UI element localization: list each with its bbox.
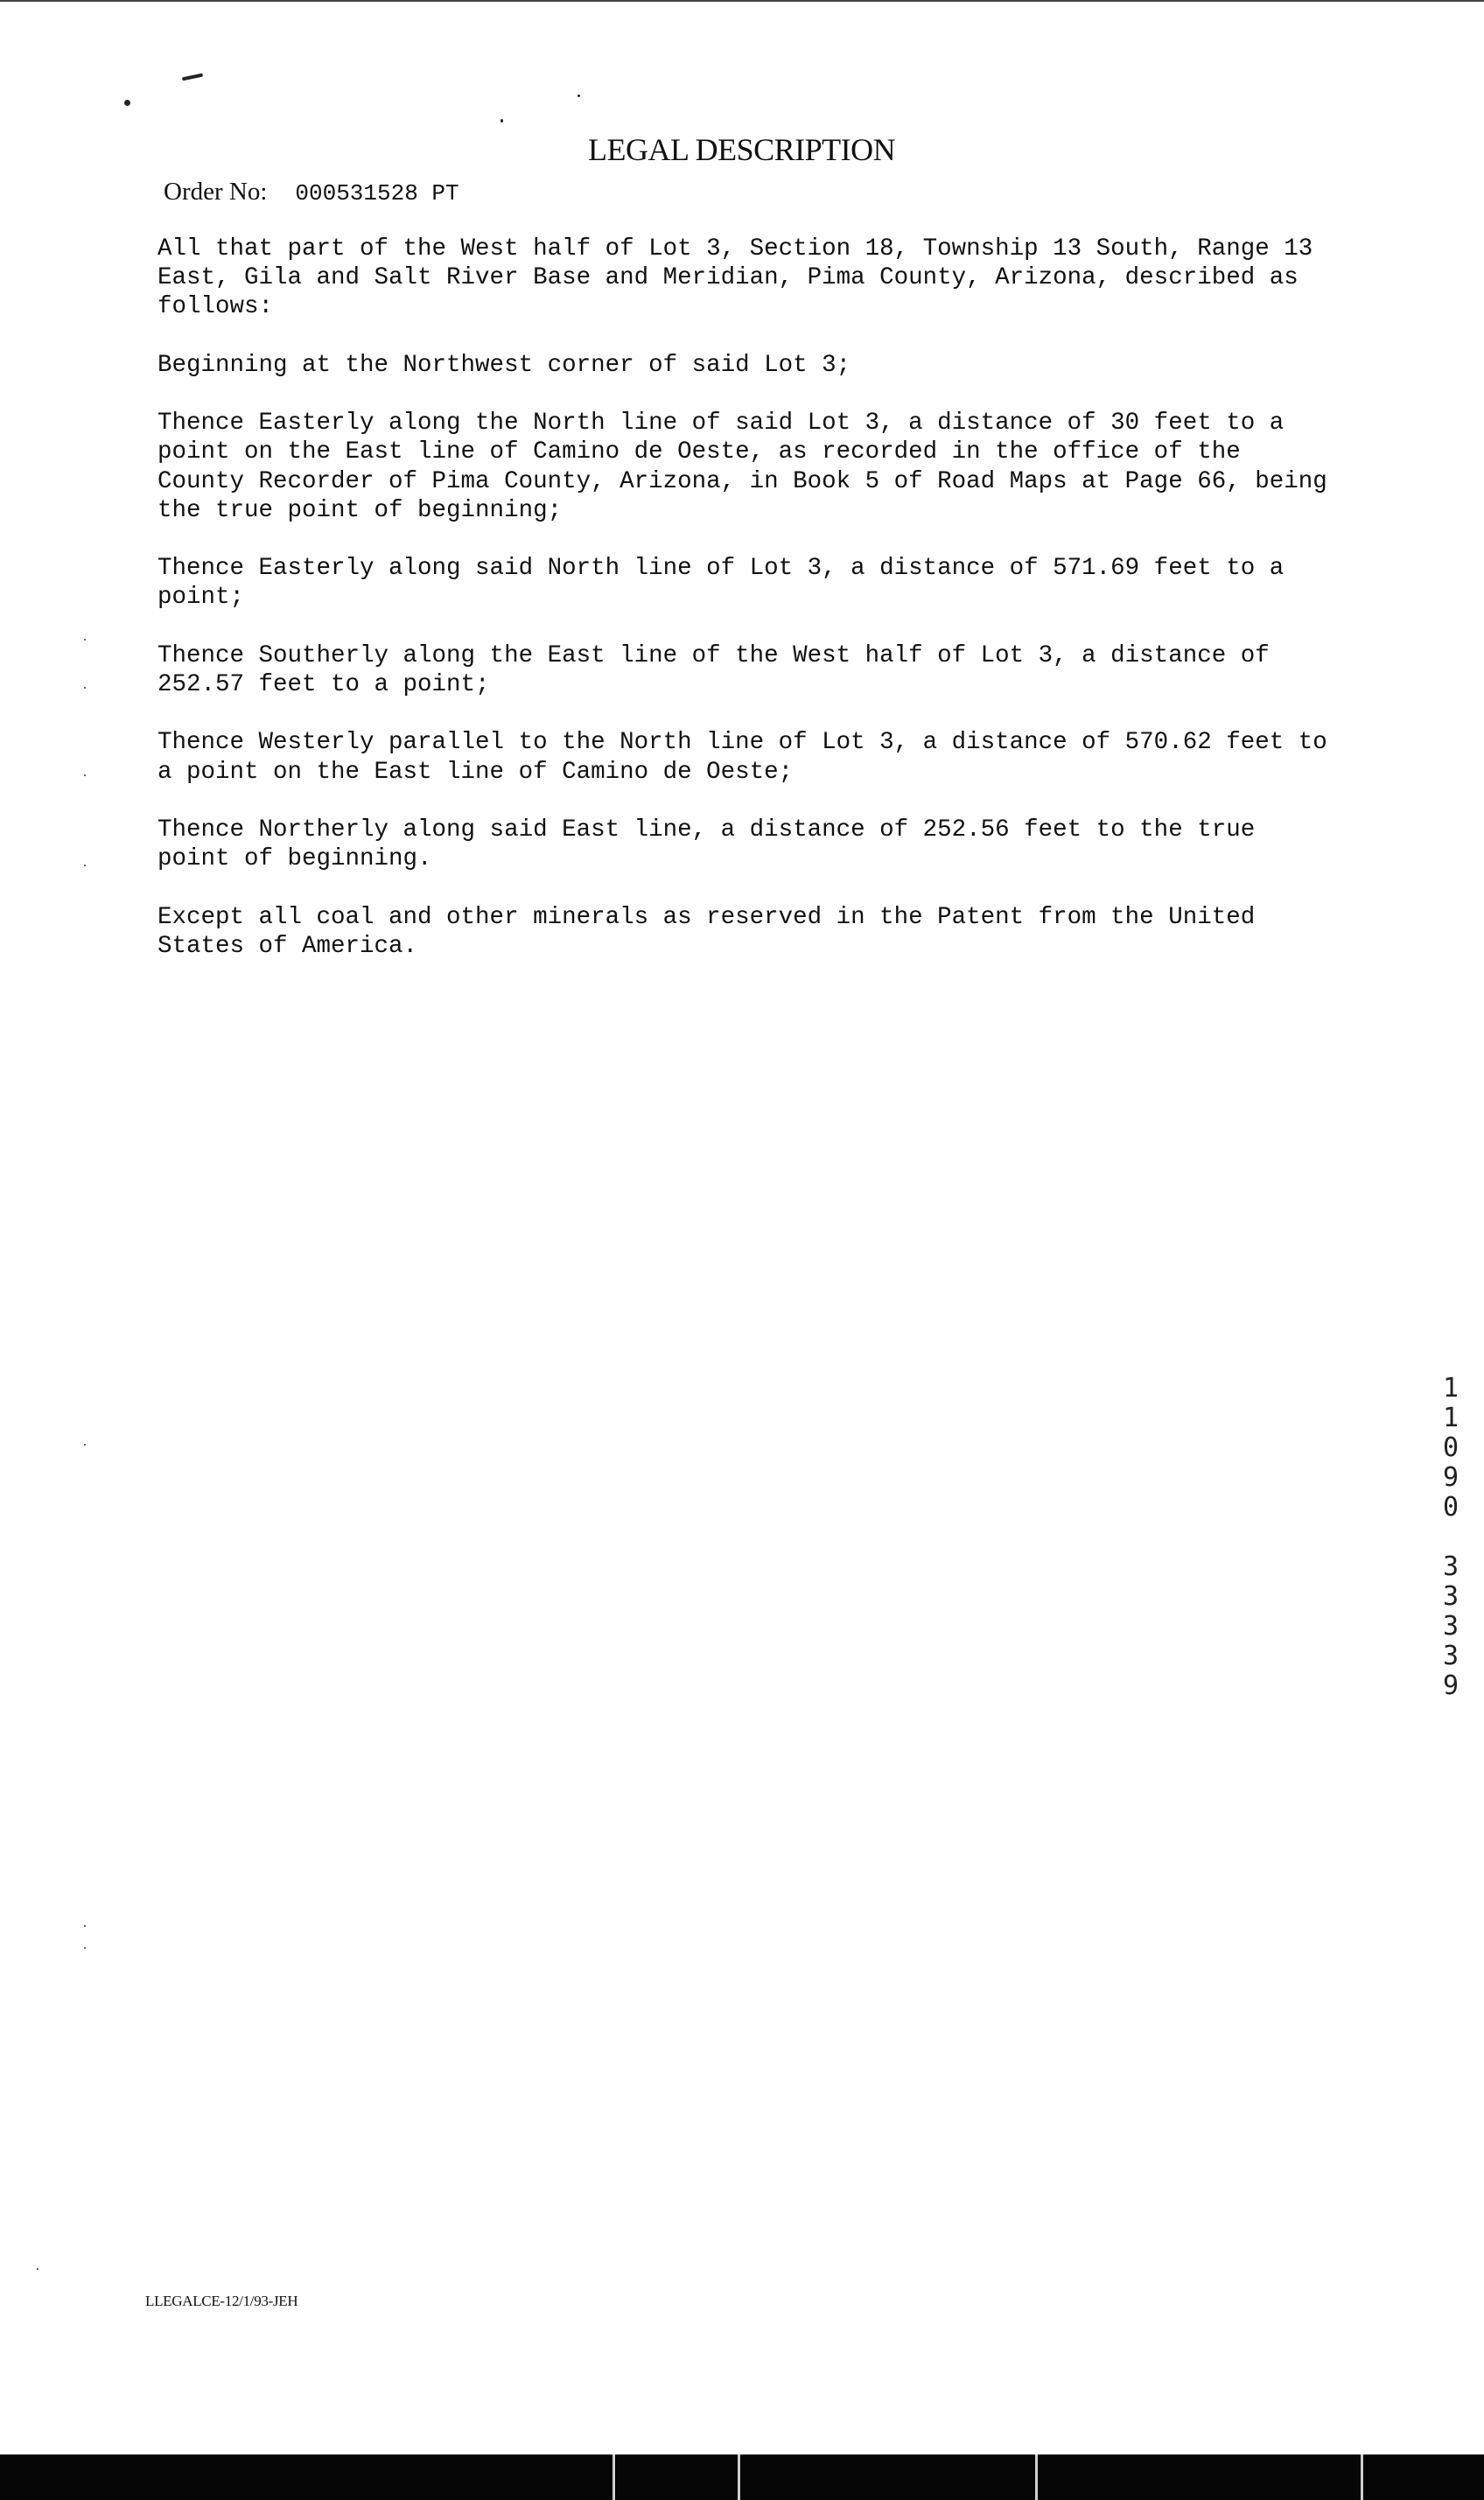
stamp-digit: 3 <box>1442 1641 1460 1671</box>
description-paragraph: Except all coal and other minerals as reserved in the Patent from the United States of America. <box>158 903 1256 960</box>
band-divider <box>612 2454 615 2500</box>
order-label: Order No: <box>164 178 268 206</box>
description-paragraph: Thence Northerly along said East line, a distance of 252.56 feet to the true point of beginning. <box>158 816 1256 873</box>
margin-mark <box>84 1925 86 1927</box>
description-paragraph: Thence Easterly along said North line of Lot 3, a distance of 571.69 feet to a point; <box>158 555 1284 612</box>
stamp-digit: 3 <box>1442 1611 1460 1642</box>
description-paragraph: Thence Southerly along the East line of the West half of Lot 3, a distance of 252.57 feet to a point; <box>158 641 1270 698</box>
scan-speck <box>182 74 203 81</box>
stamp-digit: 3 <box>1442 1551 1460 1582</box>
stamp-digit: 0 <box>1442 1492 1460 1523</box>
band-divider <box>738 2454 740 2500</box>
band-divider <box>1035 2454 1038 2500</box>
description-paragraph: Thence Westerly parallel to the North line of Lot 3, a distance of 570.62 feet to a point on the East line of Camino de Oeste; <box>158 729 1327 786</box>
description-paragraph: All that part of the West half of Lot 3, Section 18, Township 13 South, Range 13 East, Gila and Salt River Base and Meridian, Pima County, Arizona, described as follows: <box>158 235 1313 321</box>
stamp-digit: 9 <box>1442 1670 1460 1701</box>
order-number-line <box>164 178 459 207</box>
band-divider <box>1361 2454 1363 2500</box>
legal-description-body <box>158 235 1348 990</box>
margin-mark <box>84 774 86 776</box>
stamp-digit: 1 <box>1442 1403 1460 1433</box>
stamp-digit: 9 <box>1442 1462 1460 1493</box>
margin-mark <box>84 687 86 689</box>
stamp-digit: 3 <box>1442 1581 1460 1612</box>
stamp-digit: 1 <box>1442 1373 1460 1404</box>
scan-bottom-band <box>0 2454 1484 2500</box>
description-paragraph: Thence Easterly along the North line of said Lot 3, a distance of 30 feet to a point on the East line of Camino de Oeste, as recorded in the office of the County Recorder of Pima County, Arizona, in Book 5 of Road Maps at Page 66, being the true point of beginning; <box>158 410 1327 524</box>
form-code-footer: LLEGALCE-12/1/93-JEH <box>145 2293 298 2309</box>
margin-mark <box>37 2268 38 2270</box>
margin-mark <box>84 1947 86 1949</box>
side-recording-stamp <box>1433 1374 1468 1701</box>
description-paragraph: Beginning at the Northwest corner of said Lot 3; <box>158 351 851 379</box>
margin-mark <box>84 1444 86 1446</box>
scan-speck <box>124 100 130 106</box>
scan-speck <box>578 95 580 97</box>
margin-mark <box>84 639 86 641</box>
margin-mark <box>84 865 86 866</box>
page-top-border <box>0 0 1484 2</box>
order-number: 000531528 PT <box>295 180 459 207</box>
stamp-digit: 0 <box>1442 1432 1460 1463</box>
document-title: LEGAL DESCRIPTION <box>588 132 896 167</box>
scan-speck <box>500 119 503 123</box>
